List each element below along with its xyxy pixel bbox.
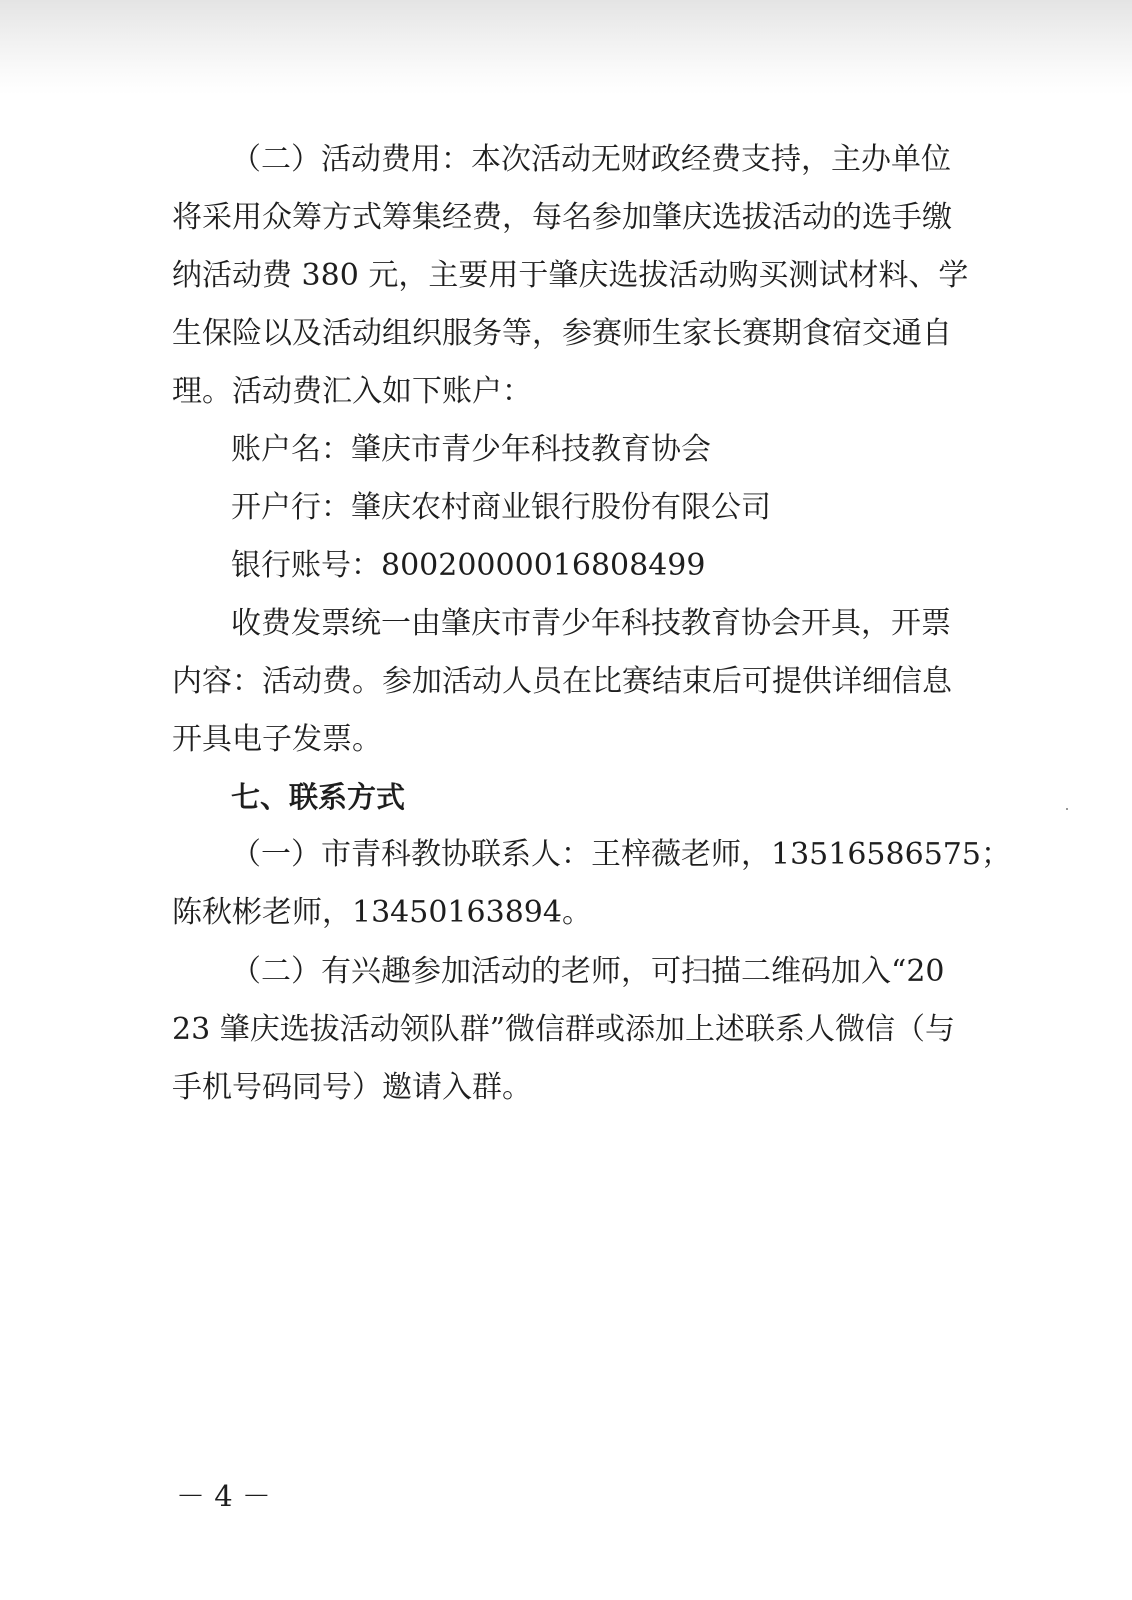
fee-line-5: 理。活动费汇入如下账户： xyxy=(172,374,532,409)
fee-line-3: 纳活动费 380 元，主要用于肇庆选拔活动购买测试材料、学 xyxy=(172,258,969,293)
wechat-line-1: （二）有兴趣参加活动的老师，可扫描二维码加入“20 xyxy=(231,954,945,989)
section-heading-contact: 七、联系方式 xyxy=(231,780,406,814)
contact-line-1: （一）市青科教协联系人：王梓薇老师，13516586575； xyxy=(231,837,1011,872)
wechat-line-3: 手机号码同号）邀请入群。 xyxy=(172,1070,532,1105)
invoice-line-2: 内容：活动费。参加活动人员在比赛结束后可提供详细信息 xyxy=(172,664,952,699)
invoice-line-1: 收费发票统一由肇庆市青少年科技教育协会开具，开票 xyxy=(231,606,951,641)
invoice-line-3: 开具电子发票。 xyxy=(172,722,382,757)
scan-speck xyxy=(1066,808,1068,810)
scan-shadow xyxy=(0,0,1132,95)
account-number: 银行账号：80020000016808499 xyxy=(231,548,706,583)
account-bank: 开户行：肇庆农村商业银行股份有限公司 xyxy=(231,490,771,525)
fee-line-1: （二）活动费用：本次活动无财政经费支持，主办单位 xyxy=(231,142,951,177)
wechat-line-2: 23 肇庆选拔活动领队群”微信群或添加上述联系人微信（与 xyxy=(172,1012,956,1047)
page-number: － 4 － xyxy=(176,1479,271,1513)
account-name: 账户名：肇庆市青少年科技教育协会 xyxy=(231,432,711,467)
fee-line-2: 将采用众筹方式筹集经费，每名参加肇庆选拔活动的选手缴 xyxy=(172,200,952,235)
fee-line-4: 生保险以及活动组织服务等，参赛师生家长赛期食宿交通自 xyxy=(172,316,952,351)
contact-line-2: 陈秋彬老师，13450163894。 xyxy=(172,895,592,930)
